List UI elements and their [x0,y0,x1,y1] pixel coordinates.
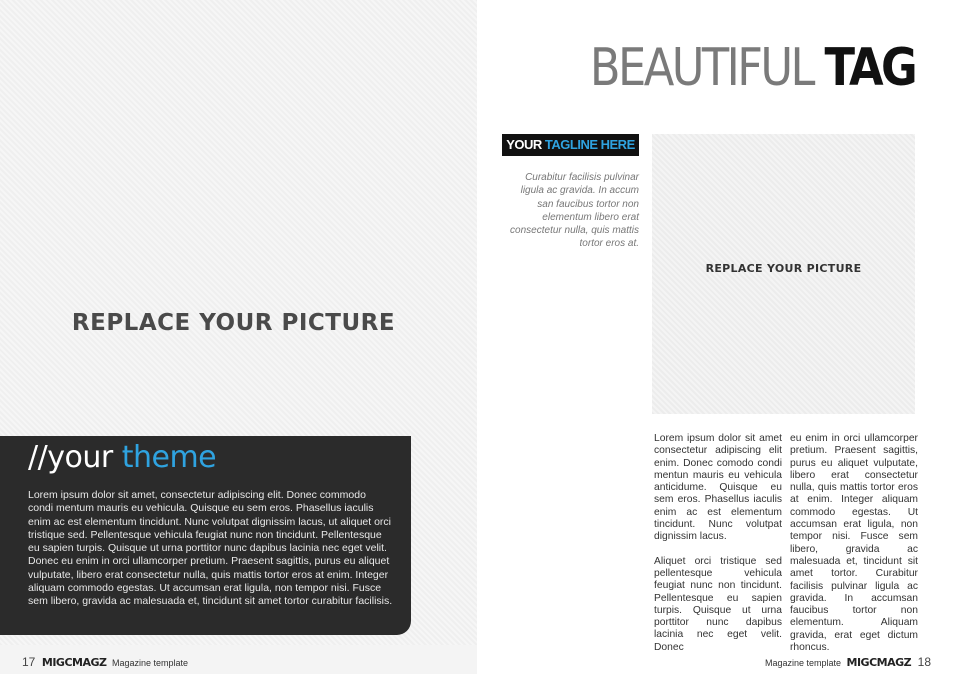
right-footer [762,655,931,669]
body-column-1 [654,433,782,666]
column-1-paragraph-1: Lorem ipsum dolor sit amet consectetur adipiscing elit enim. Donec comodo condi mentun mauris eu vehicula anticidume. Quisque eu sem eros. Phasellus iaculis enim ac est elementum tincidunt. Nunc volutpat dignissim lacus. [654,433,782,543]
right-picture-label: REPLACE YOUR PICTURE [705,262,862,275]
left-picture-label: REPLACE YOUR PICTURE [71,310,396,336]
body-column-2 [790,433,918,666]
right-picture-placeholder [652,134,915,414]
intro-text: Curabitur facilisis pulvinar ligula ac gravida. In accum san faucibus tortor non elementum libero erat consectetur nulla, quis mattis tortor eros at. [510,172,639,250]
right-page-number: 18 [917,655,931,669]
theme-title [28,440,216,475]
tagline-prefix: YOUR [506,137,542,152]
theme-body-text: Lorem ipsum dolor sit amet, consectetur adipiscing elit. Donec commodo condi mentum mauris eu vehicula. Quisque eu sem eros. Phasellus iaculis enim ac est elementum tincidunt. Nunc volutpat dignissim lacus, ut aliquet orci tristique sed. Pellentesque vehicula feugiat nunc non tincidunt. Pellentesque eu sapien turpis. Quisque ut urna porttitor nunc dapibus lacinia nec eget velit. Donec eu enim in orci ullamcorper pretium. Praesent sagittis, purus eu aliquet vulputate, libero erat consectetur nulla, quis mattis tortor eros at enim. Integer aliquam commodo egestas. Ut accumsan erat ligula, non tempor nisi. Fusce sem libero, gravida ac malesuada et, tincidunt sit amet tortor curabitur facilisis. [28,489,393,608]
left-footer [22,655,191,669]
tagline-box [502,134,639,156]
right-brand-logo: MIGCMAGZ [846,656,912,669]
headline [590,38,915,98]
left-page-number: 17 [22,655,36,669]
right-footer-label: Magazine template [764,658,841,668]
theme-box [0,436,411,635]
headline-light: BEAUTIFUL [589,38,813,98]
theme-title-prefix: //your [28,440,113,475]
left-footer-label: Magazine template [112,658,189,668]
column-2-paragraph: eu enim in orci ullamcorper pretium. Praesent sagittis, purus eu aliquet vulputate, libero erat consectetur nulla, quis mattis tortor eros at enim. Integer aliquam commodo egestas. Ut accumsan erat ligula, non tempor nisi. Fusce sem libero, gravida ac malesuada et, tincidunt sit amet tortor. Curabitur facilisis pulvinar ligula ac gravida. In accumsan faucibus tortor non elementum. Aliquam gravida, erat eget dictum rhoncus. [790,433,918,654]
theme-title-accent: theme [121,440,217,475]
headline-bold: TAG [824,38,915,98]
tagline-accent: TAGLINE HERE [544,137,635,152]
left-brand-logo: MIGCMAGZ [41,656,107,669]
column-1-paragraph-2: Aliquet orci tristique sed pellentesque vehicula feugiat nunc non tincidunt. Pellentesque eu sapien turpis. Quisque ut urna porttitor nunc dapibus lacinia nec eget velit. Donec [654,555,782,653]
